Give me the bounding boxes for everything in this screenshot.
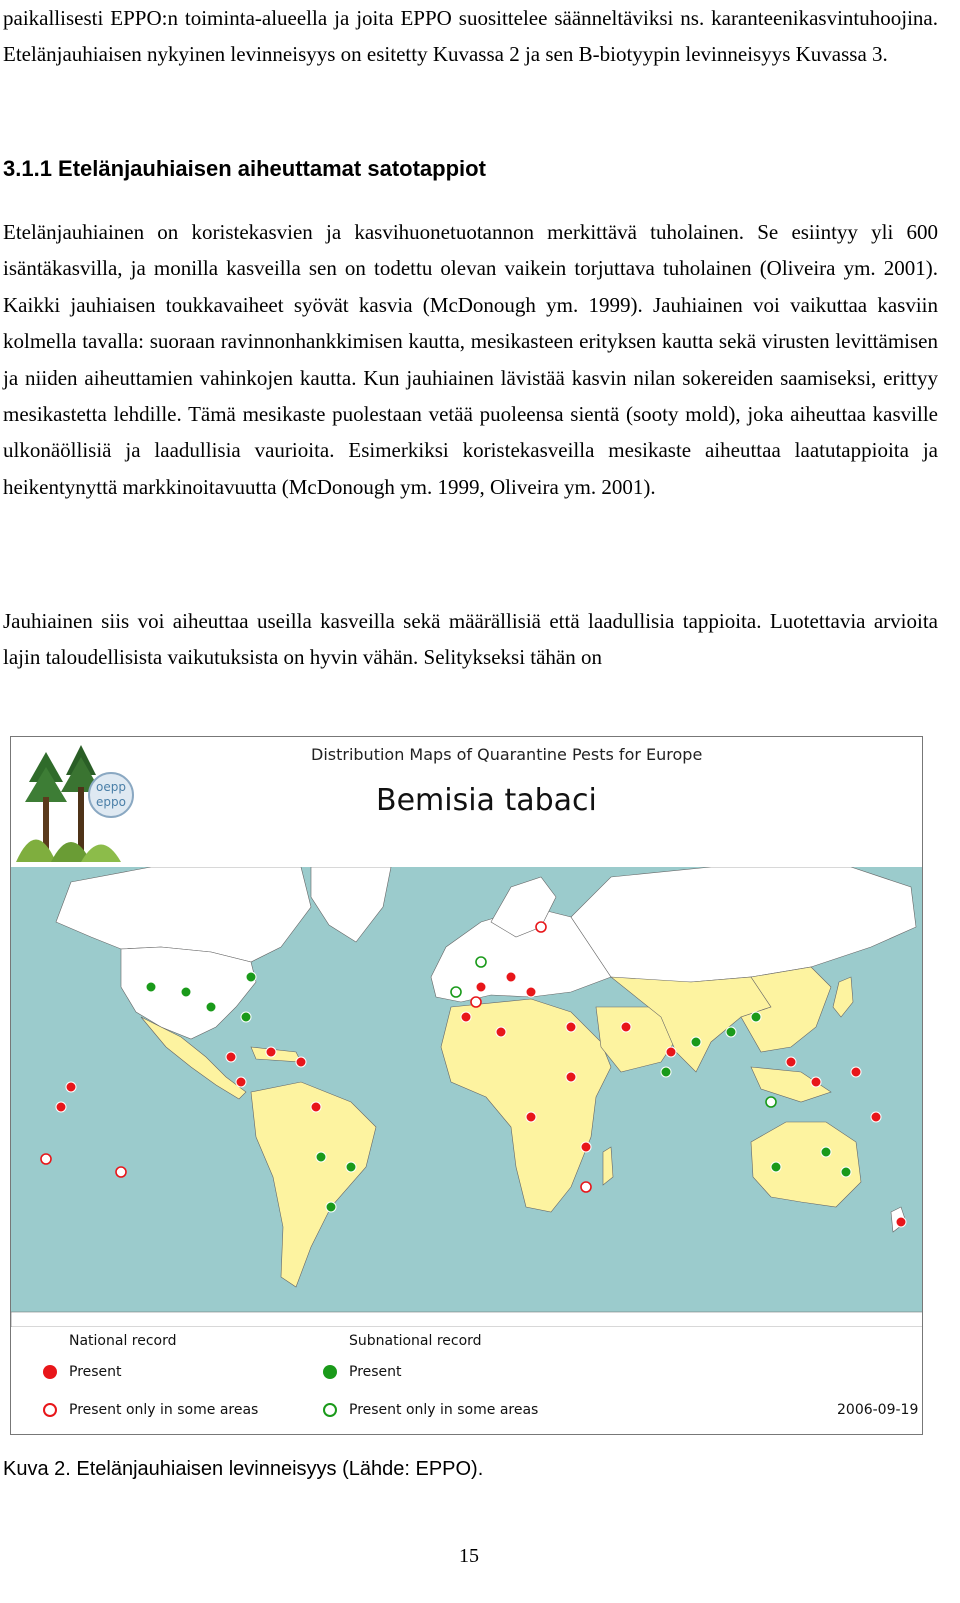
legend-national-present-marker [43, 1365, 57, 1379]
page-number: 15 [459, 1545, 479, 1567]
legend-national-some-areas-label: Present only in some areas [69, 1402, 259, 1418]
paragraph-crop-losses: Etelänjauhiainen on koristekasvien ja kasvihuonetuotannon merkittävä tuholainen. Se esiintyy yli 600 isäntäkasvilla, ja monilla kasveilla sen on todettu olevan vaikein torjuttava tuholainen (Oliveira ym. 2001). Kaikki jauhiaisen toukkavaiheet syövät kasvia (McDonough ym. 1999). Jauhiainen voi vaikuttaa kasviin kolmella tavalla: suoraan ravinnonhankkimisen kautta, mesikasteen erityksen kautta sekä virusten levittämisen ja niiden aiheuttamien vahinkojen kautta. Kun jauhiainen lävistää kasvin nilan sokereiden saamiseksi, erittyy mesikastetta lehdille. Tämä mesikaste puolestaan vetää puoleensa sientä (sooty mold), joka aiheuttaa kasville ulkonäöllisiä ja laadullisia vaurioita. Esimerkiksi koristekasveilla mesikaste aiheuttaa laatutappioita ja heikentynyttä markkinoitavuutta (McDonough ym. 1999, Oliveira ym. 2001). [3, 220, 938, 499]
figure-supertitle: Distribution Maps of Quarantine Pests for Europe [311, 745, 703, 764]
paragraph-losses-summary: Jauhiainen siis voi aiheuttaa useilla kasveilla sekä määrällisiä että laadullisia tappioita. Luotettavia arvioita lajin taloudellisista vaikutuksista on hyvin vähän. Selitykseksi tähän on [3, 609, 938, 670]
legend-national-some-areas-marker [43, 1403, 57, 1417]
legend-national-heading: National record [69, 1333, 177, 1349]
logo-text-oepp: oepp [96, 780, 126, 794]
legend-national-present-label: Present [69, 1364, 122, 1380]
legend-subnational-heading: Subnational record [349, 1333, 482, 1349]
legend-subnational-present-label: Present [349, 1364, 402, 1380]
figure-caption: Kuva 2. Etelänjauhiaisen levinneisyys (Lähde: EPPO). [3, 1458, 484, 1480]
map-legend [11, 1327, 923, 1435]
figure-header [11, 737, 923, 867]
land-antarctica [11, 1312, 923, 1327]
distribution-map-figure [10, 736, 923, 1435]
figure-title: Bemisia tabaci [376, 783, 597, 818]
logo-text-eppo: eppo [96, 795, 126, 809]
eppo-logo [11, 737, 141, 867]
legend-subnational-present-marker [323, 1365, 337, 1379]
legend-subnational-some-areas-marker [323, 1403, 337, 1417]
legend-subnational-some-areas-label: Present only in some areas [349, 1402, 539, 1418]
section-heading: 3.1.1 Etelänjauhiaisen aiheuttamat satotappiot [3, 156, 486, 181]
paragraph-intro: paikallisesti EPPO:n toiminta-alueella ja joita EPPO suosittelee säänneltäviksi ns. karanteenikasvintuhoojina. Etelänjauhiaisen nykyinen levinneisyys on esitetty Kuvassa 2 ja sen B-biotyypin levinneisyys Kuvassa 3. [3, 6, 938, 67]
world-map [11, 867, 923, 1327]
legend-date: 2006-09-19 [837, 1402, 919, 1418]
